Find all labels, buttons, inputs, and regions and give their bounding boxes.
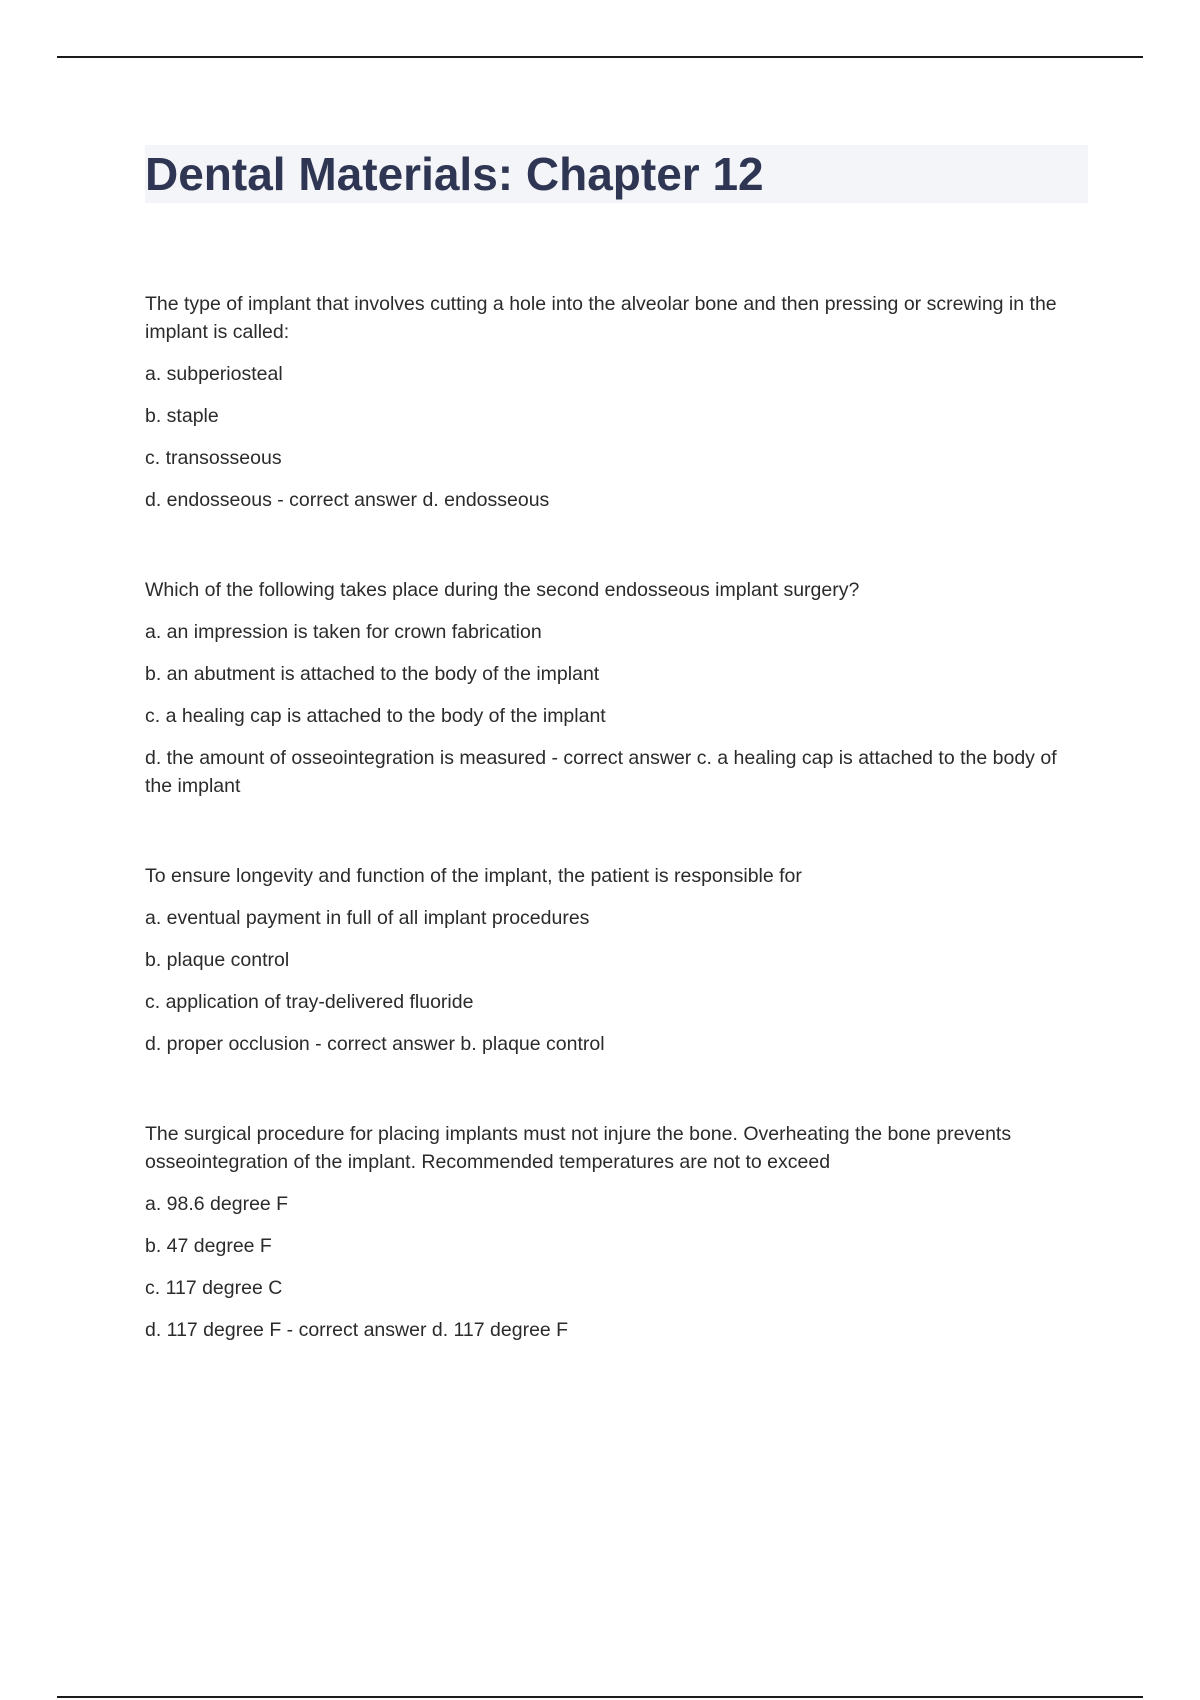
question-list (145, 290, 1085, 1406)
option-b: b. plaque control (145, 949, 290, 971)
option-c: c. a healing cap is attached to the body of the implant (145, 705, 606, 727)
option-d-answer: d. proper occlusion - correct answer b. plaque control (145, 1033, 605, 1055)
option-a: a. 98.6 degree F (145, 1193, 289, 1215)
option-b: b. 47 degree F (145, 1235, 272, 1257)
page-title: Dental Materials: Chapter 12 (145, 148, 764, 200)
option-b: b. an abutment is attached to the body of the implant (145, 663, 600, 685)
option-c: c. 117 degree C (145, 1277, 283, 1299)
option-a: a. an impression is taken for crown fabrication (145, 621, 542, 643)
question-3 (145, 862, 1085, 1058)
question-text: The surgical procedure for placing implants must not injure the bone. Overheating the bone prevents osseointegration of the implant. Recommended temperatures are not to exceed (145, 1123, 1012, 1173)
option-a: a. subperiosteal (145, 363, 283, 385)
question-text: The type of implant that involves cutting a hole into the alveolar bone and then pressing or screwing in the implant is called: (145, 293, 1057, 343)
question-2 (145, 576, 1085, 800)
top-rule (57, 56, 1143, 58)
option-d-answer: d. endosseous - correct answer d. endosseous (145, 489, 550, 511)
option-c: c. application of tray-delivered fluoride (145, 991, 474, 1013)
bottom-rule (57, 1696, 1143, 1698)
option-b: b. staple (145, 405, 219, 427)
question-text: Which of the following takes place during the second endosseous implant surgery? (145, 579, 860, 601)
question-1 (145, 290, 1085, 514)
question-text: To ensure longevity and function of the implant, the patient is responsible for (145, 865, 802, 887)
question-4 (145, 1120, 1085, 1344)
option-c: c. transosseous (145, 447, 282, 469)
option-d-answer: d. 117 degree F - correct answer d. 117 degree F (145, 1319, 569, 1341)
option-a: a. eventual payment in full of all implant procedures (145, 907, 590, 929)
option-d-answer: d. the amount of osseointegration is measured - correct answer c. a healing cap is attached to the body of the implant (145, 747, 1057, 797)
